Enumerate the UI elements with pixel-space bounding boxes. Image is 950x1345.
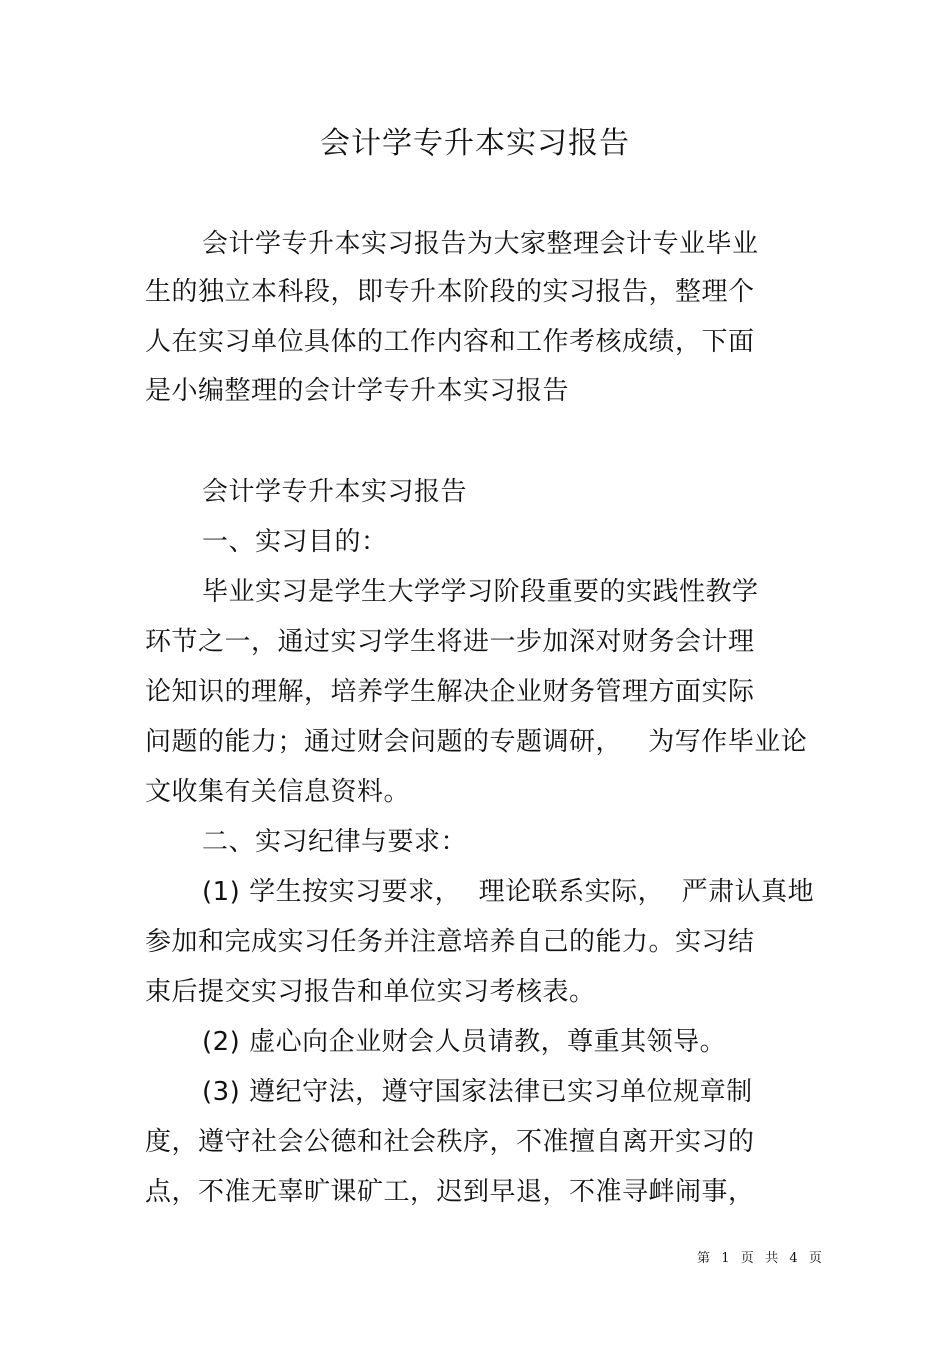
- body-line: 环节之一，通过实习学生将进一步加深对财务会计理: [145, 627, 755, 657]
- body-line: 文收集有关信息资料。: [145, 777, 411, 807]
- document-title: 会计学专升本实习报告: [320, 126, 630, 161]
- body-line: (3) 遵纪守法，遵守国家法律已实习单位规章制: [202, 1077, 753, 1107]
- intro-line: 是小编整理的会计学专升本实习报告: [145, 376, 570, 406]
- body-line: 参加和完成实习任务并注意培养自己的能力。实习结: [145, 927, 755, 957]
- section-heading: 一、实习目的：: [202, 527, 388, 557]
- body-line: 论知识的理解，培养学生解决企业财务管理方面实际: [145, 677, 755, 707]
- body-line: (1) 学生按实习要求， 理论联系实际， 严肃认真地: [202, 877, 815, 907]
- body-line: 束后提交实习报告和单位实习考核表。: [145, 977, 596, 1007]
- body-line: (2) 虚心向企业财会人员请教，尊重其领导。: [202, 1027, 727, 1057]
- body-line: 毕业实习是学生大学学习阶段重要的实践性教学: [202, 577, 759, 607]
- page-number: 第 1 页 共 4 页: [697, 1251, 823, 1266]
- intro-line: 会计学专升本实习报告为大家整理会计专业毕业: [202, 229, 759, 259]
- body-line: 点，不准无辜旷课矿工，迟到早退，不准寻衅闹事，: [145, 1177, 755, 1207]
- body-line: 度，遵守社会公德和社会秩序，不准擅自离开实习的: [145, 1127, 755, 1157]
- body-line: 问题的能力；通过财会问题的专题调研， 为写作毕业论: [145, 727, 808, 757]
- intro-line: 生的独立本科段，即专升本阶段的实习报告，整理个: [145, 277, 755, 307]
- intro-line: 人在实习单位具体的工作内容和工作考核成绩，下面: [145, 327, 755, 357]
- section-heading: 二、实习纪律与要求：: [202, 827, 468, 857]
- report-subtitle: 会计学专升本实习报告: [202, 477, 468, 507]
